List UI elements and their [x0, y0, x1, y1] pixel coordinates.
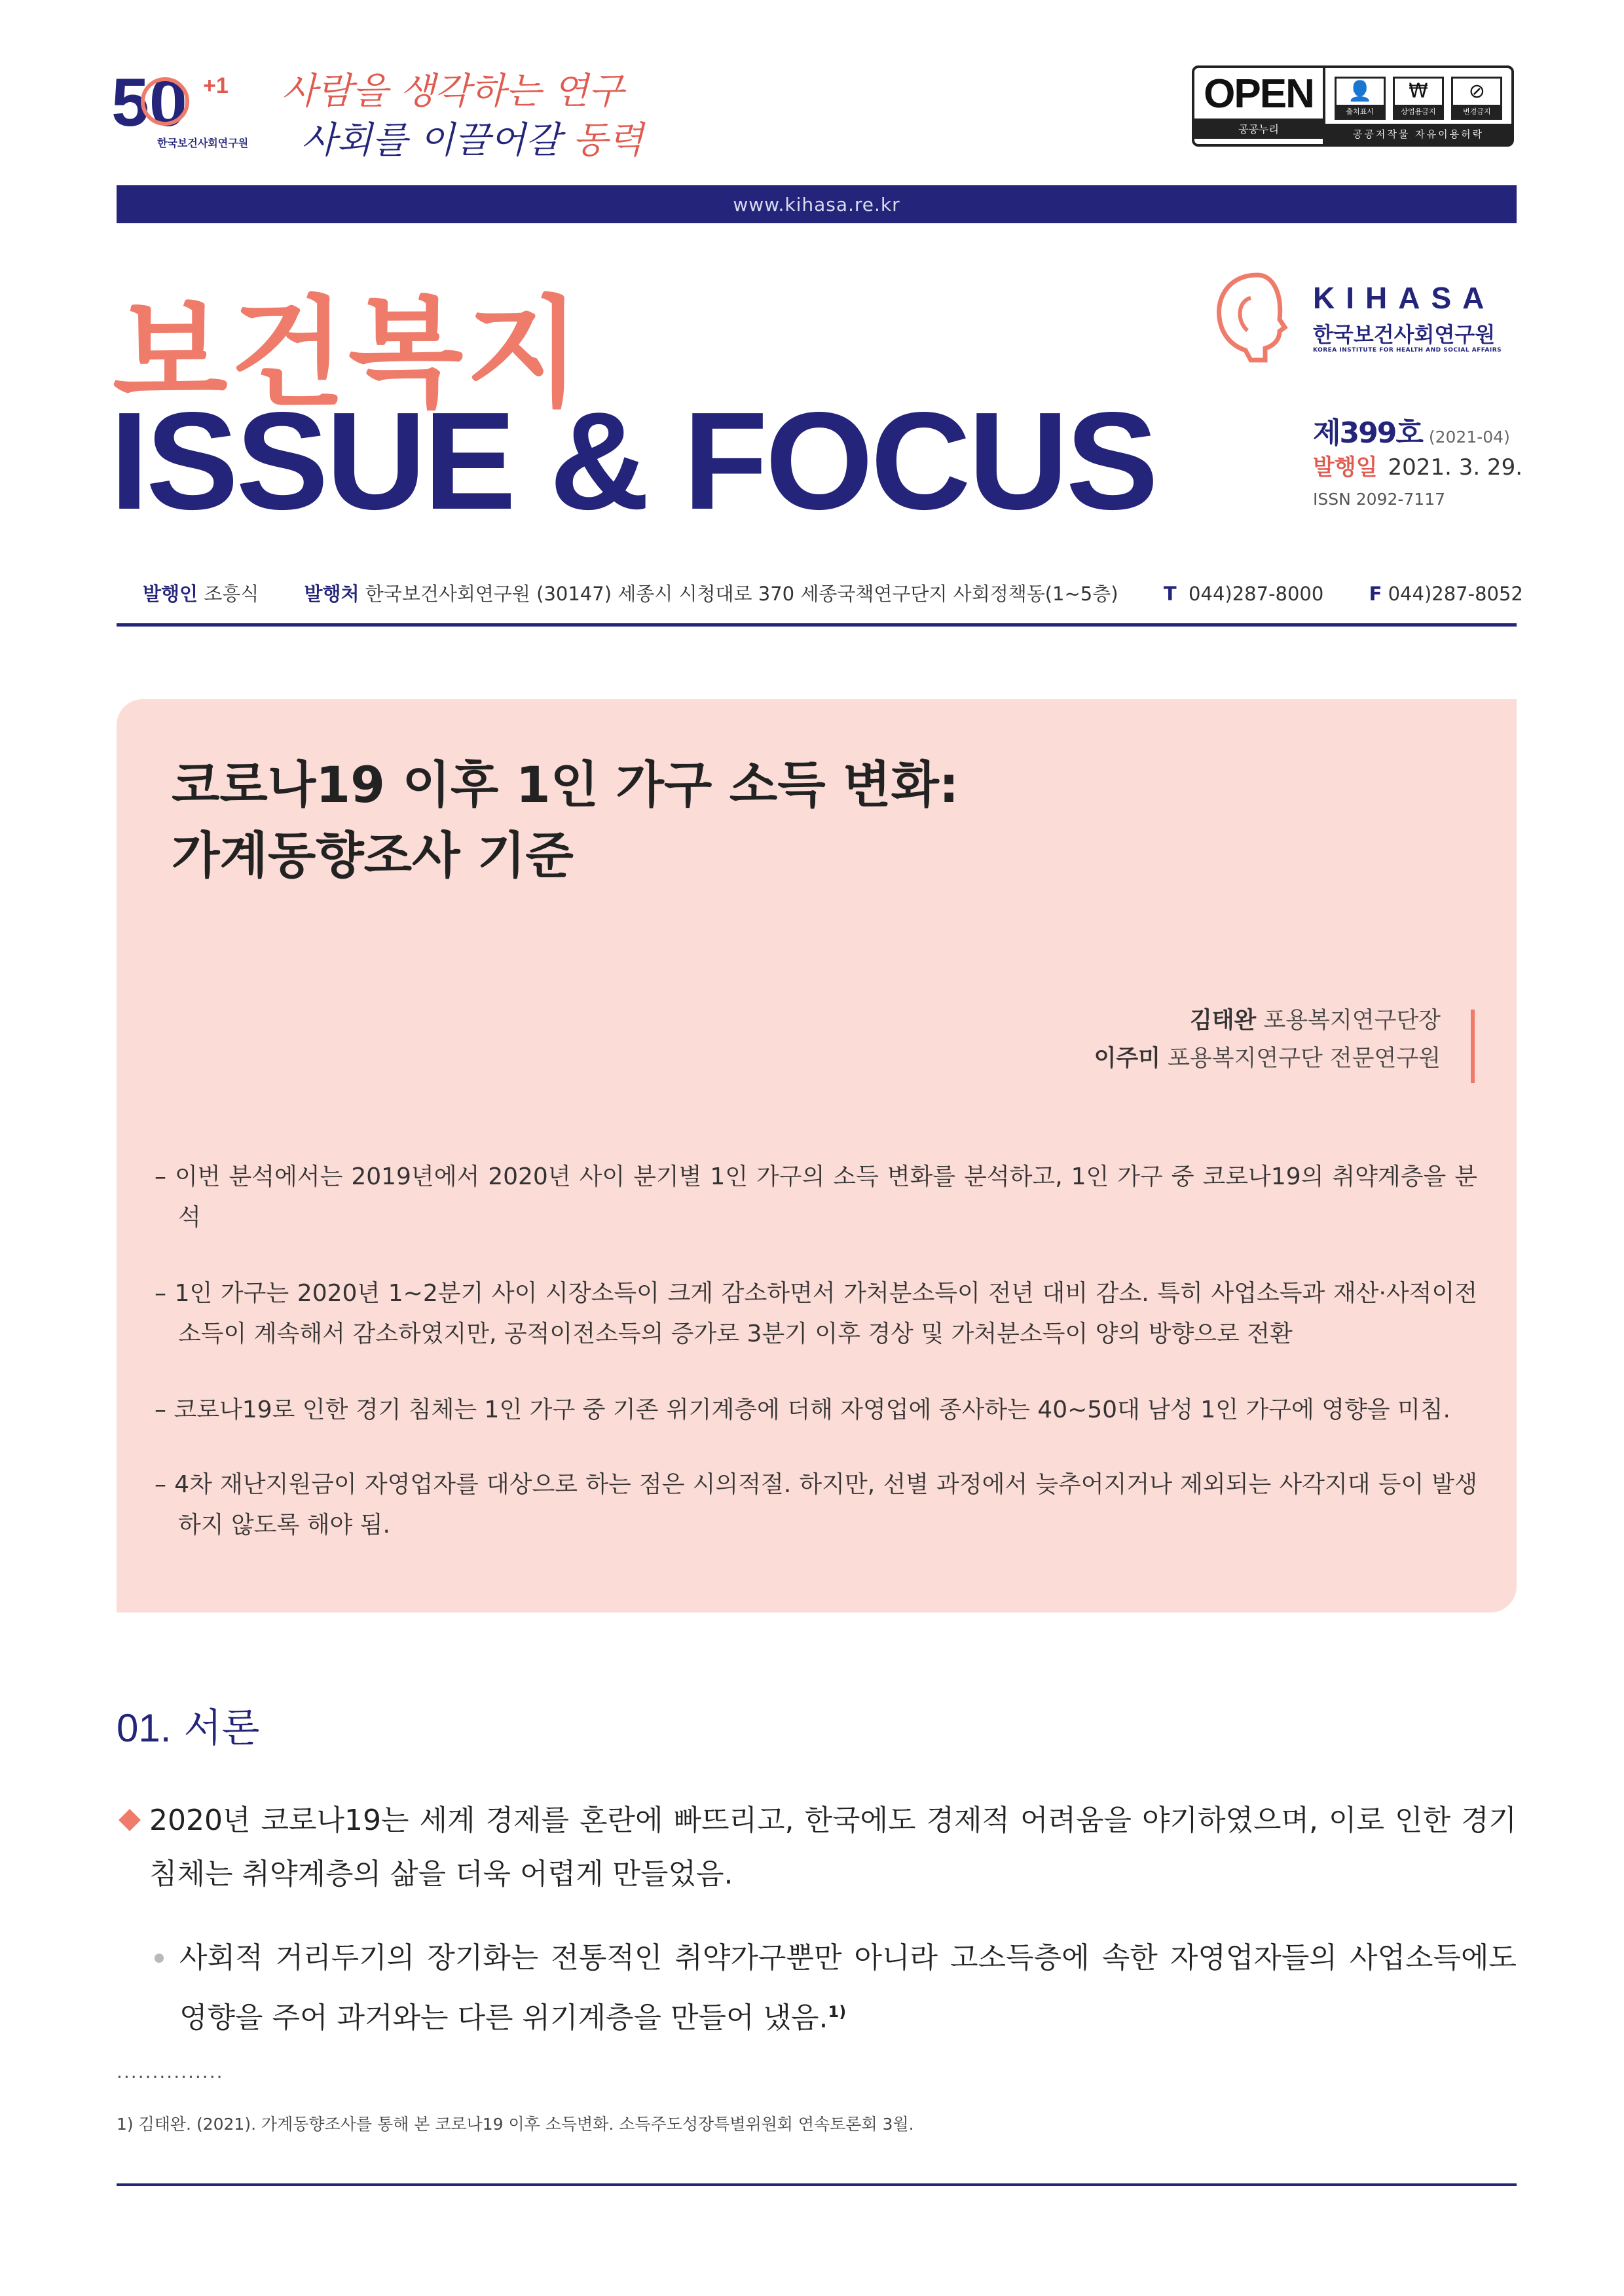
publication-title-korean: 보건복지: [113, 284, 584, 423]
slogan-line2: [301, 111, 644, 164]
sub-paragraph: [151, 1931, 1517, 2045]
section-title: 서론: [183, 1705, 260, 1751]
open-license-left: [1194, 68, 1325, 144]
publisher-name: 조흥식: [204, 583, 259, 605]
dot-bullet-icon: [155, 1954, 164, 1963]
office-label: 발행처: [304, 583, 360, 605]
kihasa-head-icon: [1211, 268, 1277, 367]
issue-year-no: (2021-04): [1428, 428, 1510, 446]
attribution-icon: 👤 출처표시: [1335, 77, 1386, 120]
kihasa-english-name: KOREA INSTITUTE FOR HEALTH AND SOCIAL AFFAIRS: [1313, 347, 1502, 354]
footnote-separator: ...............: [117, 2061, 224, 2083]
footnote: 1) 김태완. (2021). 가계동향조사를 통해 본 코로나19 이후 소득변화. 소득주도성장특별위원회 연속토론회 3월.: [117, 2115, 914, 2134]
issn: ISSN 2092-7117: [1313, 490, 1446, 509]
author-1: [917, 1002, 1441, 1040]
url-bar: [117, 185, 1517, 223]
section-heading: [117, 1697, 259, 1753]
article-title-line1: 코로나19 이후 1인 가구 소득 변화:: [172, 756, 959, 814]
site-url[interactable]: www.kihasa.re.kr: [733, 193, 900, 215]
publication-title-english: ISSUE & FOCUS: [110, 383, 1156, 538]
issue-date-value: 2021. 3. 29.: [1388, 454, 1523, 481]
author-role: 포용복지연구단 전문연구원: [1168, 1046, 1441, 1072]
author-accent-bar: [1471, 1010, 1475, 1083]
svg-text:50: 50: [111, 65, 187, 141]
authors: [917, 1002, 1441, 1078]
open-license-badge: [1192, 65, 1514, 147]
office-address: 한국보건사회연구원 (30147) 세종시 시청대로 370 세종국책연구단지 사회정책동(1~5층): [365, 583, 1118, 605]
article-title: [172, 750, 959, 891]
svg-text:+1: +1: [203, 73, 229, 98]
no-derivatives-label: 변경금지: [1453, 105, 1500, 118]
kihasa-korean-name: 한국보건사회연구원: [1313, 322, 1496, 347]
divider: [117, 623, 1517, 627]
author-name: 이주미: [1094, 1046, 1160, 1072]
tel-number: 044)287-8000: [1189, 583, 1324, 605]
issue-date-label: 발행일: [1313, 454, 1378, 481]
license-icons: [1325, 68, 1511, 124]
open-license-sub: 공공누리: [1194, 118, 1323, 139]
diamond-bullet-icon: [119, 1809, 141, 1831]
author-role: 포용복지연구단장: [1263, 1008, 1441, 1034]
fax-number: 044)287-8052: [1388, 583, 1523, 605]
list-item: – 4차 재난지원금이 자영업자를 대상으로 하는 점은 시의적절. 하지만, 선별 과정에서 늦추어지거나 제외되는 사각지대 등이 발생하지 않도록 해야 됨.: [155, 1471, 1477, 1539]
author-2: [917, 1040, 1441, 1078]
open-license-right: [1325, 68, 1511, 144]
noncommercial-icon: ₩ 상업용금지: [1393, 77, 1444, 120]
slogan-line1: 사람을 생각하는 연구: [282, 70, 624, 113]
paragraph-text: 2020년 코로나19는 세계 경제를 혼란에 빠뜨리고, 한국에도 경제적 어려움을 야기하였으며, 이로 인한 경기 침체는 취약계층의 삶을 더욱 어렵게 만들었음.: [149, 1804, 1517, 1891]
issue-number-text: 제399호: [1313, 416, 1422, 450]
list-item: – 1인 가구는 2020년 1~2분기 사이 시장소득이 크게 감소하면서 가처분소득이 전년 대비 감소. 특히 사업소득과 재산·사적이전소득이 계속해서 감소하였지만, 공적이전소득의 증가로 3분기 이후 경상 및 가처분소득이 양의 방향으로 전환: [155, 1280, 1477, 1347]
kihasa-wordmark: KIHASA: [1313, 281, 1496, 315]
fax-label: F: [1369, 583, 1382, 605]
bottom-divider: [117, 2183, 1517, 2186]
tel-label: T: [1163, 583, 1177, 605]
list-item: – 이번 분석에서는 2019년에서 2020년 사이 분기별 1인 가구의 소득 변화를 분석하고, 1인 가구 중 코로나19의 취약계층을 분석: [155, 1163, 1477, 1231]
article-title-line2: 가계동향조사 기준: [172, 826, 574, 884]
publisher-label: 발행인: [143, 583, 198, 605]
paragraph: [117, 1794, 1517, 1901]
svg-text:한국보건사회연구원: 한국보건사회연구원: [157, 137, 249, 149]
attribution-label: 출처표시: [1337, 105, 1384, 118]
slogan-line2-text: 사회를 이끌어갈: [301, 119, 561, 162]
noncommercial-label: 상업용금지: [1395, 105, 1442, 118]
issue-number: [1313, 409, 1510, 451]
section-number: 01.: [117, 1706, 172, 1750]
sub-paragraph-text: 사회적 거리두기의 장기화는 전통적인 취약가구뿐만 아니라 고소득층에 속한 자영업자들의 사업소득에도 영향을 주어 과거와는 다른 위기계층을 만들어 냈음.$^{1)}$: [179, 1941, 1517, 2035]
slogan-line2-highlight: 동력: [572, 119, 644, 162]
issue-date: [1313, 449, 1522, 481]
footnote-ref[interactable]: 1): [828, 2003, 847, 2021]
publisher-row: [143, 579, 1523, 606]
no-derivatives-icon: ⊘ 변경금지: [1451, 77, 1502, 120]
author-name: 김태완: [1189, 1008, 1257, 1034]
anniversary-logo: [111, 65, 268, 157]
license-description: 공공저작물 자유이용허락: [1325, 124, 1511, 144]
list-item: – 코로나19로 인한 경기 침체는 1인 가구 중 기존 위기계층에 더해 자영업에 종사하는 40~50대 남성 1인 가구에 영향을 미침.: [155, 1396, 1450, 1423]
open-wordmark: OPEN: [1204, 71, 1314, 117]
